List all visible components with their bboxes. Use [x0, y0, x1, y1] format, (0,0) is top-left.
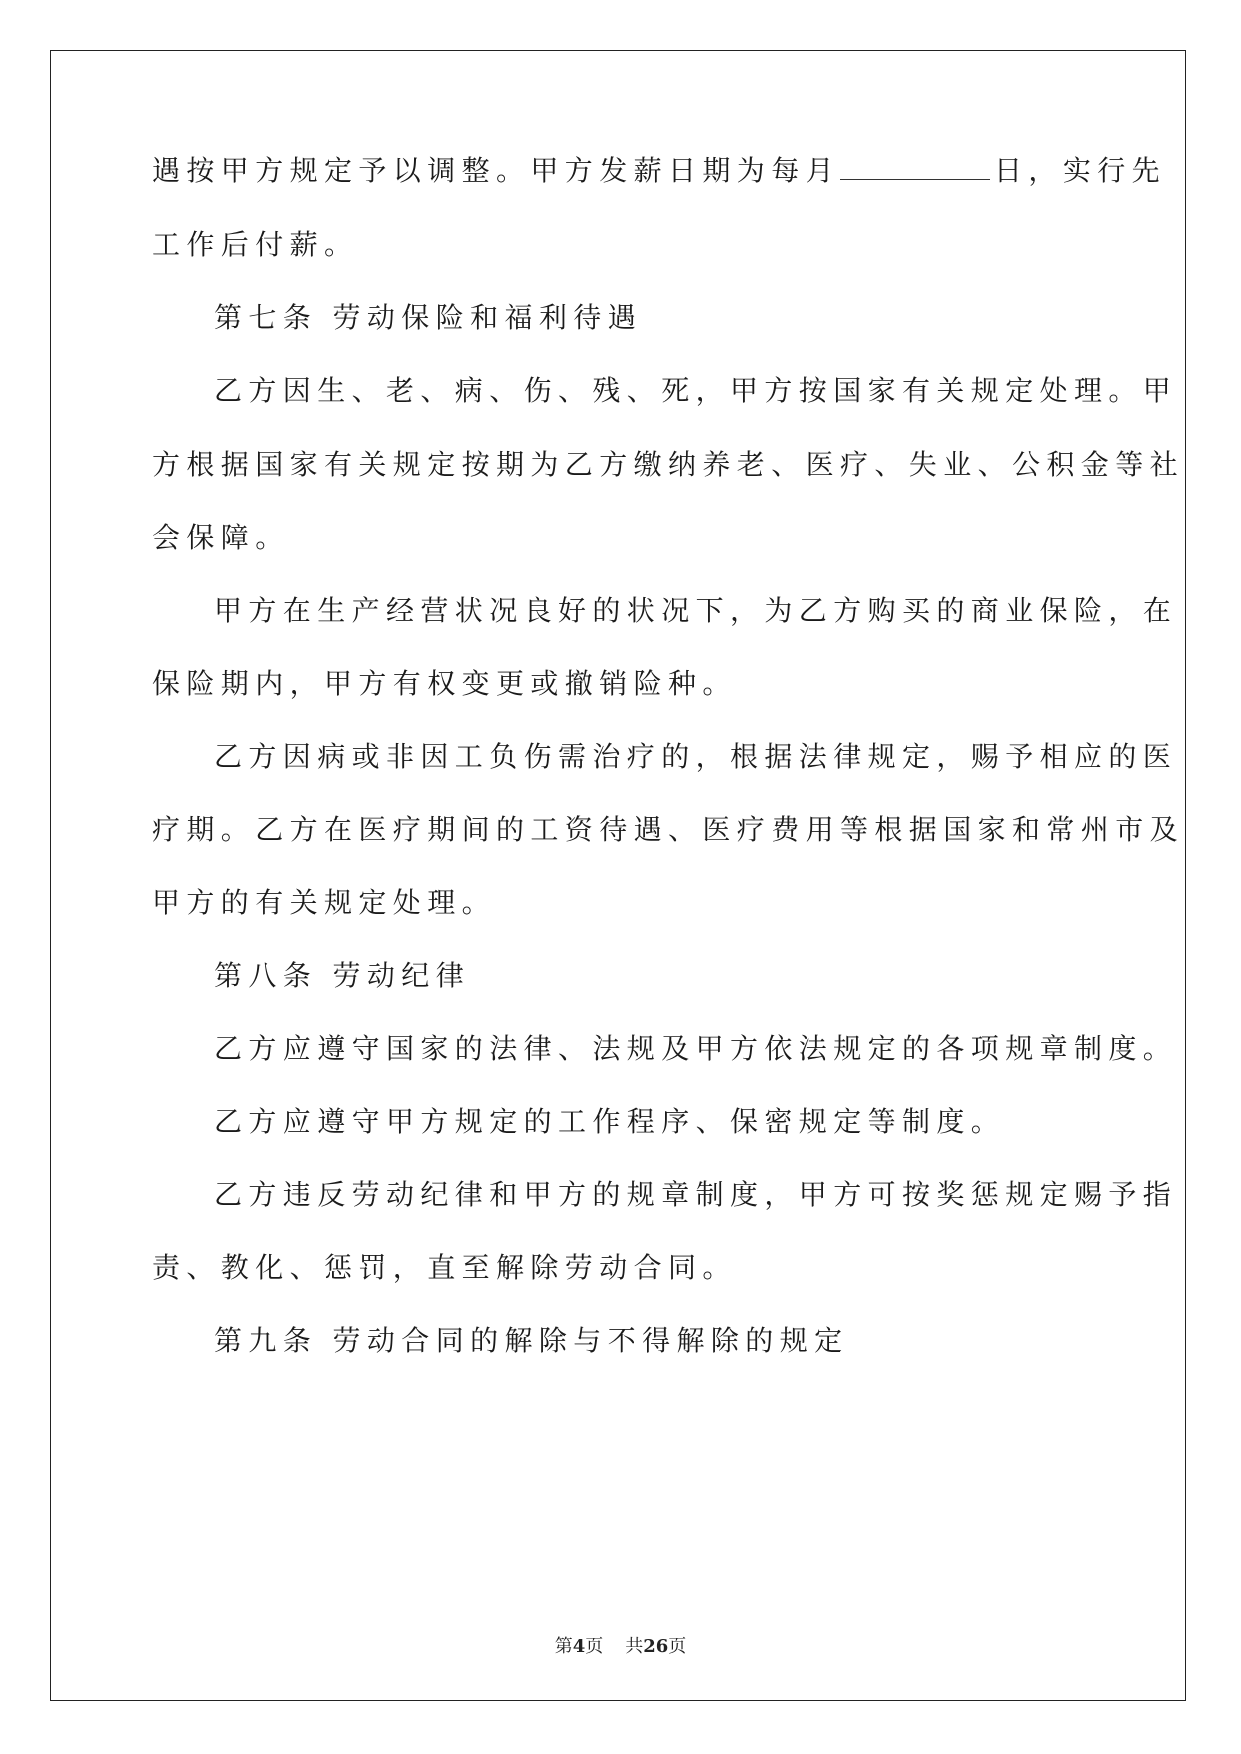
article-heading: 第八条 劳动纪律: [214, 959, 471, 992]
text-line: 保险期内，甲方有权变更或撤销险种。: [152, 667, 737, 700]
page-number: 4: [572, 1636, 586, 1657]
total-pages: 26: [643, 1636, 669, 1657]
text-line: 会保障。: [152, 521, 290, 554]
text-line: 乙方因生、老、病、伤、残、死，甲方按国家有关规定处理。甲: [214, 374, 1178, 407]
page-suffix: 页: [585, 1636, 604, 1657]
text-line: 乙方应遵守甲方规定的工作程序、保密规定等制度。: [214, 1105, 1006, 1138]
text-line: 遇按甲方规定予以调整。甲方发薪日期为每月 日，实行先: [152, 151, 1166, 191]
text-line: 甲方的有关规定处理。: [152, 886, 497, 919]
page-prefix: 第: [554, 1636, 573, 1657]
text-line: 方根据国家有关规定按期为乙方缴纳养老、医疗、失业、公积金等社: [152, 448, 1185, 481]
text-line: 工作后付薪。: [152, 228, 359, 261]
text-line: 责、教化、惩罚，直至解除劳动合同。: [152, 1251, 737, 1284]
text-line: 乙方违反劳动纪律和甲方的规章制度，甲方可按奖惩规定赐予指: [214, 1178, 1178, 1211]
total-suffix: 页: [668, 1636, 687, 1657]
blank-underline: [840, 151, 990, 180]
total-prefix: 共: [625, 1636, 644, 1657]
page-footer: [0, 1632, 1241, 1658]
text-line: 疗期。乙方在医疗期间的工资待遇、医疗费用等根据国家和常州市及: [152, 813, 1185, 846]
text-line: 甲方在生产经营状况良好的状况下，为乙方购买的商业保险，在: [214, 594, 1178, 627]
text-line: 乙方因病或非因工负伤需治疗的，根据法律规定，赐予相应的医: [214, 740, 1178, 773]
text-line: 乙方应遵守国家的法律、法规及甲方依法规定的各项规章制度。: [214, 1032, 1178, 1065]
article-heading: 第七条 劳动保险和福利待遇: [214, 301, 643, 334]
article-heading: 第九条 劳动合同的解除与不得解除的规定: [214, 1324, 849, 1357]
